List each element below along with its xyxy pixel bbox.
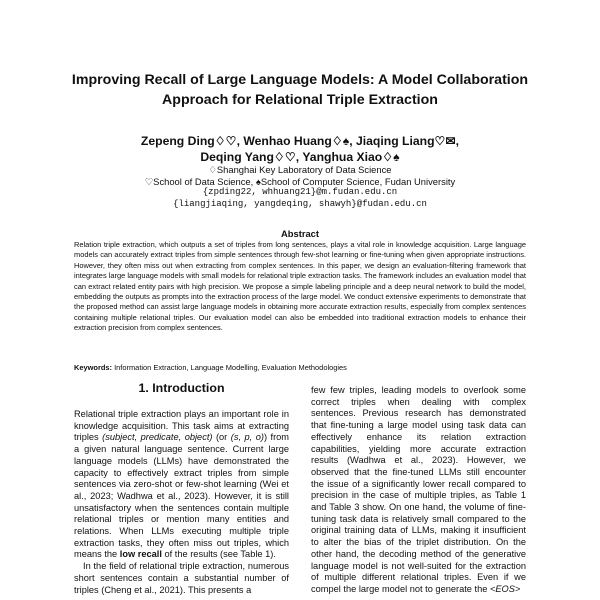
intro-p1-bold-low-recall: low recall (119, 549, 162, 560)
keywords-text: Information Extraction, Language Modelling, Evaluation Methodologies (114, 363, 347, 372)
keywords (74, 363, 526, 373)
author-list (60, 133, 540, 165)
intro-p1-italic-spo: (s, p, o) (230, 432, 264, 443)
intro-p1-text-b: (or (212, 432, 231, 443)
section-heading-introduction: 1. Introduction (138, 381, 225, 395)
affiliation-line-1: ♢Shanghai Key Laboratory of Data Science (208, 164, 392, 175)
authors-line-1: Zepeng Ding♢♡, Wenhao Huang♢♠, Jiaqing Liang♡✉, (140, 134, 460, 148)
intro-paragraph-2: In the field of relational triple extraction, numerous short sentences contain a substantial number of triples (Cheng et al., 2021). This presents a (74, 561, 289, 595)
email-line-2: {liangjiaqing, yangdeqing, shawyh}@fudan.edu.cn (173, 198, 427, 209)
intro-p1-text-a: Relational triple extraction plays an important role in knowledge acquisition. This task aims at extracting triples (74, 409, 289, 443)
abstract-heading: Abstract (280, 228, 320, 239)
keywords-label: Keywords: (74, 363, 113, 372)
left-column (74, 409, 289, 596)
intro-p1-text-c: ) from a given natural language sentence. Current large language models (LLMs) have demonstrated the capacity to effectively extract triples from simple sentences via zero-shot or few-shot learning (Wei et al., 2023; Wadhwa et al., 2023). However, it is still unsatisfactory when the sentences contain multiple relational triples or mention many entities and relations. When LLMs executing multiple triple extraction tasks, they often miss out triples, which means the (74, 432, 289, 560)
intro-paragraph-1 (74, 409, 289, 561)
abstract-text: Relation triple extraction, which outputs a set of triples from long sentences, plays a vital role in knowledge acquisition. Large language models can accurately extract triples from simple sentences through few-shot learning or fine-tuning when given appropriate instructions. However, they often miss out when extracting from complex sentences. In this paper, we design an evaluation-filtering framework that integrates large language models with small models for relational triple extraction tasks. The framework includes an evaluation model that can extract related entity pairs with high precision. We propose a simple labeling principle and a deep neural network to build the model, embedding the outputs as prompts into the extraction process of the large model. We conduct extensive experiments to demonstrate that the proposed method can assist large language models in obtaining more accurate extraction results, especially from complex sentences containing multiple relational triples. Our evaluation model can also be embedded into traditional extraction models to enhance their extraction precision from complex sentences. (74, 240, 526, 333)
affiliation-line-2: ♡School of Data Science, ♠School of Computer Science, Fudan University (144, 175, 456, 187)
affiliations (40, 164, 560, 210)
paper-title (40, 70, 560, 110)
authors-line-2: Deqing Yang♢♡, Yanghua Xiao♢♠ (200, 150, 400, 164)
right-column-paragraph (311, 385, 526, 596)
intro-p1-text-d: of the results (see Table 1). (161, 549, 276, 560)
right-column (311, 385, 526, 596)
right-text-a: few few triples, leading models to overlook some correct triples when dealing with complex sentences. Previous research has demonstrated that fine-tuning a large model using task data can effectively enhance its relation extraction capabilities, yielding more accurate extraction results (Wadhwa et al., 2023). However, we observed that the fine-tuned LLMs still encounter the issue of a significantly lower recall compared to precision in the case of multiple triples, as Table 1 and Table 3 show. On one hand, the volume of fine-tuning task data is relatively small compared to the original training data of LLMs, making it insufficient to alter the bias of the triplet distribution. On the other hand, the decoding method of the generative language model is not well-suited for the extraction of multiple different relational triples. Even if we compel the large model not to generate the (311, 385, 526, 594)
title-line-1: Improving Recall of Large Language Models: A Model Collaboration (71, 72, 529, 88)
right-text-eos: <EOS> (489, 583, 521, 594)
title-line-2: Approach for Relational Triple Extraction (162, 92, 438, 108)
email-line-1: {zpding22, whhuang21}@m.fudan.edu.cn (202, 187, 398, 198)
intro-p1-italic-triple: (subject, predicate, object) (102, 432, 213, 443)
